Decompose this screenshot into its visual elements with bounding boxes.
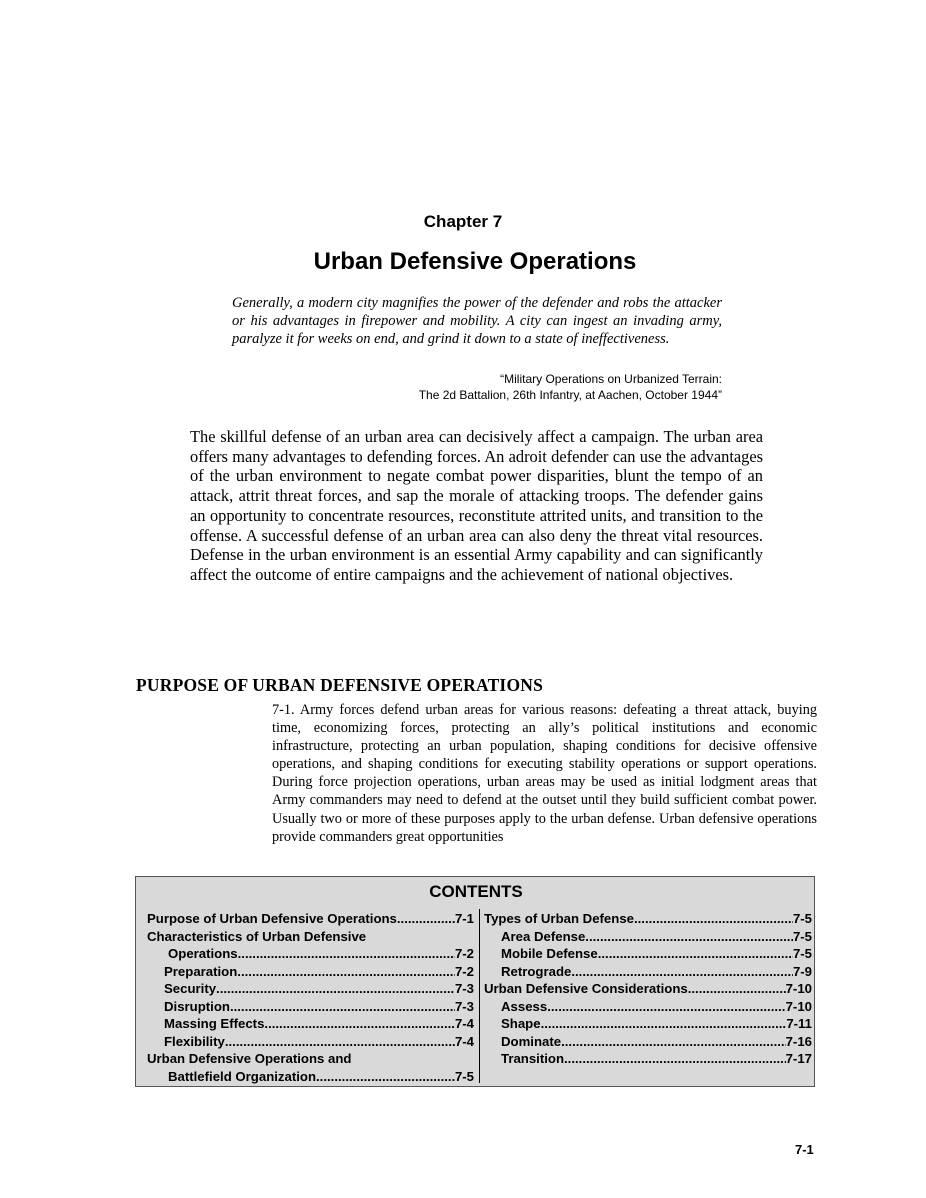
contents-column-divider [479,909,480,1083]
page-number: 7-1 [795,1142,814,1157]
toc-entry-retrograde[interactable]: Retrograde ..... 7-9 [484,963,812,981]
toc-entry-purpose[interactable]: Purpose of Urban Defensive Operations ..... 7-1 [147,910,474,928]
attribution-line-1: “Military Operations on Urbanized Terrain: [500,372,722,386]
contents-right-column [484,910,812,1068]
toc-entry-shape[interactable]: Shape ..... 7-11 [484,1015,812,1033]
toc-entry-types[interactable]: Types of Urban Defense ..... 7-5 [484,910,812,928]
toc-entry-considerations[interactable]: Urban Defensive Considerations ..... 7-10 [484,980,812,998]
intro-paragraph: The skillful defense of an urban area can decisively affect a campaign. The urban area offers many advantages to defending forces. An adroit defender can use the advantages of the urban environment to negate combat power disparities, blunt the tempo of an attack, attrit threat forces, and sap the morale of attacking troops. The defender gains an opportunity to concentrate resources, reconstitute attrited units, and transition to the offense. A successful defense of an urban area can also deny the threat vital resources. Defense in the urban environment is an essential Army capability and can significantly affect the outcome of entire campaigns and the achievement of national objectives. [190,427,763,584]
toc-entry-area-defense[interactable]: Area Defense ..... 7-5 [484,928,812,946]
section-heading: PURPOSE OF URBAN DEFENSIVE OPERATIONS [136,675,544,695]
epigraph-quote: Generally, a modern city magnifies the power of the defender and robs the attacker or his advantages in firepower and mobility. A city can ingest an invading army, paralyze it for weeks on end, and grind it down to a state of ineffectiveness. [232,295,722,347]
toc-entry-assess[interactable]: Assess ..... 7-10 [484,998,812,1016]
toc-entry-massing-effects[interactable]: Massing Effects ..... 7-4 [147,1015,474,1033]
toc-entry-preparation[interactable]: Preparation ..... 7-2 [147,963,474,981]
toc-heading-characteristics[interactable]: Characteristics of Urban Defensive [147,928,367,944]
toc-heading-organization[interactable]: Urban Defensive Operations and [147,1051,352,1066]
toc-entry-transition[interactable]: Transition ..... 7-17 [484,1050,812,1068]
toc-entry-security[interactable]: Security ..... 7-3 [147,980,474,998]
contents-title: CONTENTS [429,882,523,901]
contents-box [135,876,815,1087]
toc-entry-characteristics[interactable]: Operations ..... 7-2 [147,945,474,963]
toc-entry-battlefield-organization[interactable]: Battlefield Organization ..... 7-5 [147,1068,474,1086]
toc-entry-mobile-defense[interactable]: Mobile Defense ..... 7-5 [484,945,812,963]
chapter-title: Urban Defensive Operations [313,248,637,275]
attribution-line-2: The 2d Battalion, 26th Infantry, at Aachen, October 1944” [418,388,722,402]
toc-entry-dominate[interactable]: Dominate ..... 7-16 [484,1033,812,1051]
toc-entry-flexibility[interactable]: Flexibility ..... 7-4 [147,1033,474,1051]
chapter-label: Chapter 7 [423,212,503,231]
section-paragraph: 7-1. Army forces defend urban areas for various reasons: defeating a threat attack, buying time, economizing forces, protecting an ally’s political institutions and economic infrastructure, protecting an urban population, shaping conditions for decisive offensive operations, and shaping conditions for executing stability operations or support operations. During force projection operations, urban areas may be used as initial lodgment areas that Army commanders may need to defend at the outset until they build sufficient combat power. Usually two or more of these purposes apply to the urban defense. Urban defensive operations provide commanders great opportunities [272,702,817,845]
epigraph-attribution [300,371,722,403]
contents-left-column [147,910,474,1085]
toc-entry-disruption[interactable]: Disruption ..... 7-3 [147,998,474,1016]
